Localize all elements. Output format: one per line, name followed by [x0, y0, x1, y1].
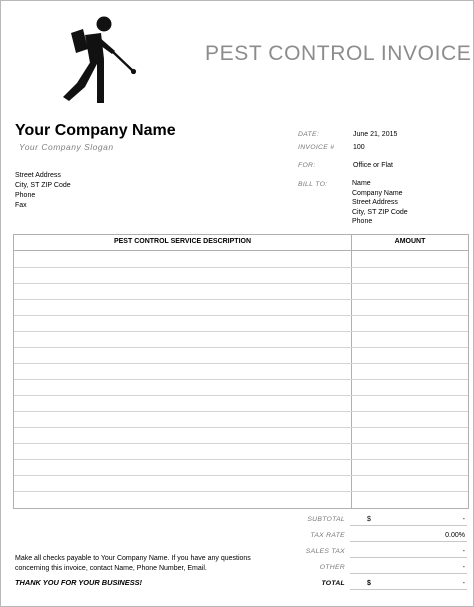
table-row: [14, 315, 468, 316]
table-row: [14, 363, 468, 364]
for-label: FOR:: [298, 162, 316, 169]
bill-to-block: [352, 179, 408, 227]
table-row: [14, 427, 468, 428]
date-label: DATE:: [298, 131, 320, 138]
bill-to-line: Street Address: [352, 199, 398, 207]
date-value: June 21, 2015: [353, 131, 398, 138]
invoice-number-label: INVOICE #: [298, 144, 335, 151]
subtotal-currency: $: [367, 516, 371, 523]
company-street: Street Address: [15, 172, 61, 179]
table-row: [14, 459, 468, 460]
invoice-number-value: 100: [353, 144, 365, 151]
table-row: [14, 443, 468, 444]
pest-sprayer-icon: [57, 15, 139, 105]
company-fax: Fax: [15, 202, 27, 209]
table-row: [14, 411, 468, 412]
invoice-title: PEST CONTROL INVOICE: [205, 42, 472, 65]
other-label: OTHER: [319, 564, 345, 571]
tax-rate-value: 0.00%: [445, 532, 465, 539]
bill-to-line: Phone: [352, 218, 373, 226]
table-row: [14, 331, 468, 332]
column-divider: [351, 235, 352, 508]
amount-column-header: AMOUNT: [394, 238, 426, 245]
company-city: City, ST ZIP Code: [15, 182, 71, 189]
table-row: [14, 299, 468, 300]
sales-tax-value: -: [462, 548, 465, 555]
bill-to-label: BILL TO:: [298, 181, 328, 188]
total-currency: $: [367, 580, 371, 587]
subtotal-value: -: [462, 516, 465, 523]
table-row: [14, 475, 468, 476]
bill-to-line: Company Name: [352, 189, 403, 197]
table-header: [14, 235, 468, 251]
company-name: Your Company Name: [15, 122, 176, 139]
table-row: [14, 395, 468, 396]
sales-tax-label: SALES TAX: [305, 548, 345, 555]
other-value: -: [462, 564, 465, 571]
service-items-table: [13, 234, 469, 509]
subtotal-label: SUBTOTAL: [307, 516, 345, 523]
company-phone: Phone: [15, 192, 36, 199]
bill-to-line: City, ST ZIP Code: [352, 208, 408, 216]
company-address: [15, 171, 71, 211]
bill-to-line: Name: [352, 180, 371, 187]
total-label: TOTAL: [321, 580, 345, 587]
company-slogan: Your Company Slogan: [19, 142, 114, 152]
table-row: [14, 491, 468, 492]
thank-you-message: THANK YOU FOR YOUR BUSINESS!: [15, 578, 143, 587]
table-row: [14, 347, 468, 348]
total-value: -: [462, 580, 465, 587]
table-row: [14, 379, 468, 380]
table-row: [14, 267, 468, 268]
for-value: Office or Flat: [353, 162, 393, 169]
table-row: [14, 283, 468, 284]
tax-rate-label: TAX RATE: [310, 532, 345, 539]
description-column-header: PEST CONTROL SERVICE DESCRIPTION: [113, 238, 252, 245]
payment-note: Make all checks payable to Your Company Name. If you have any questions concerning this invoice, contact Name, Phone Number, Email.: [15, 555, 251, 572]
